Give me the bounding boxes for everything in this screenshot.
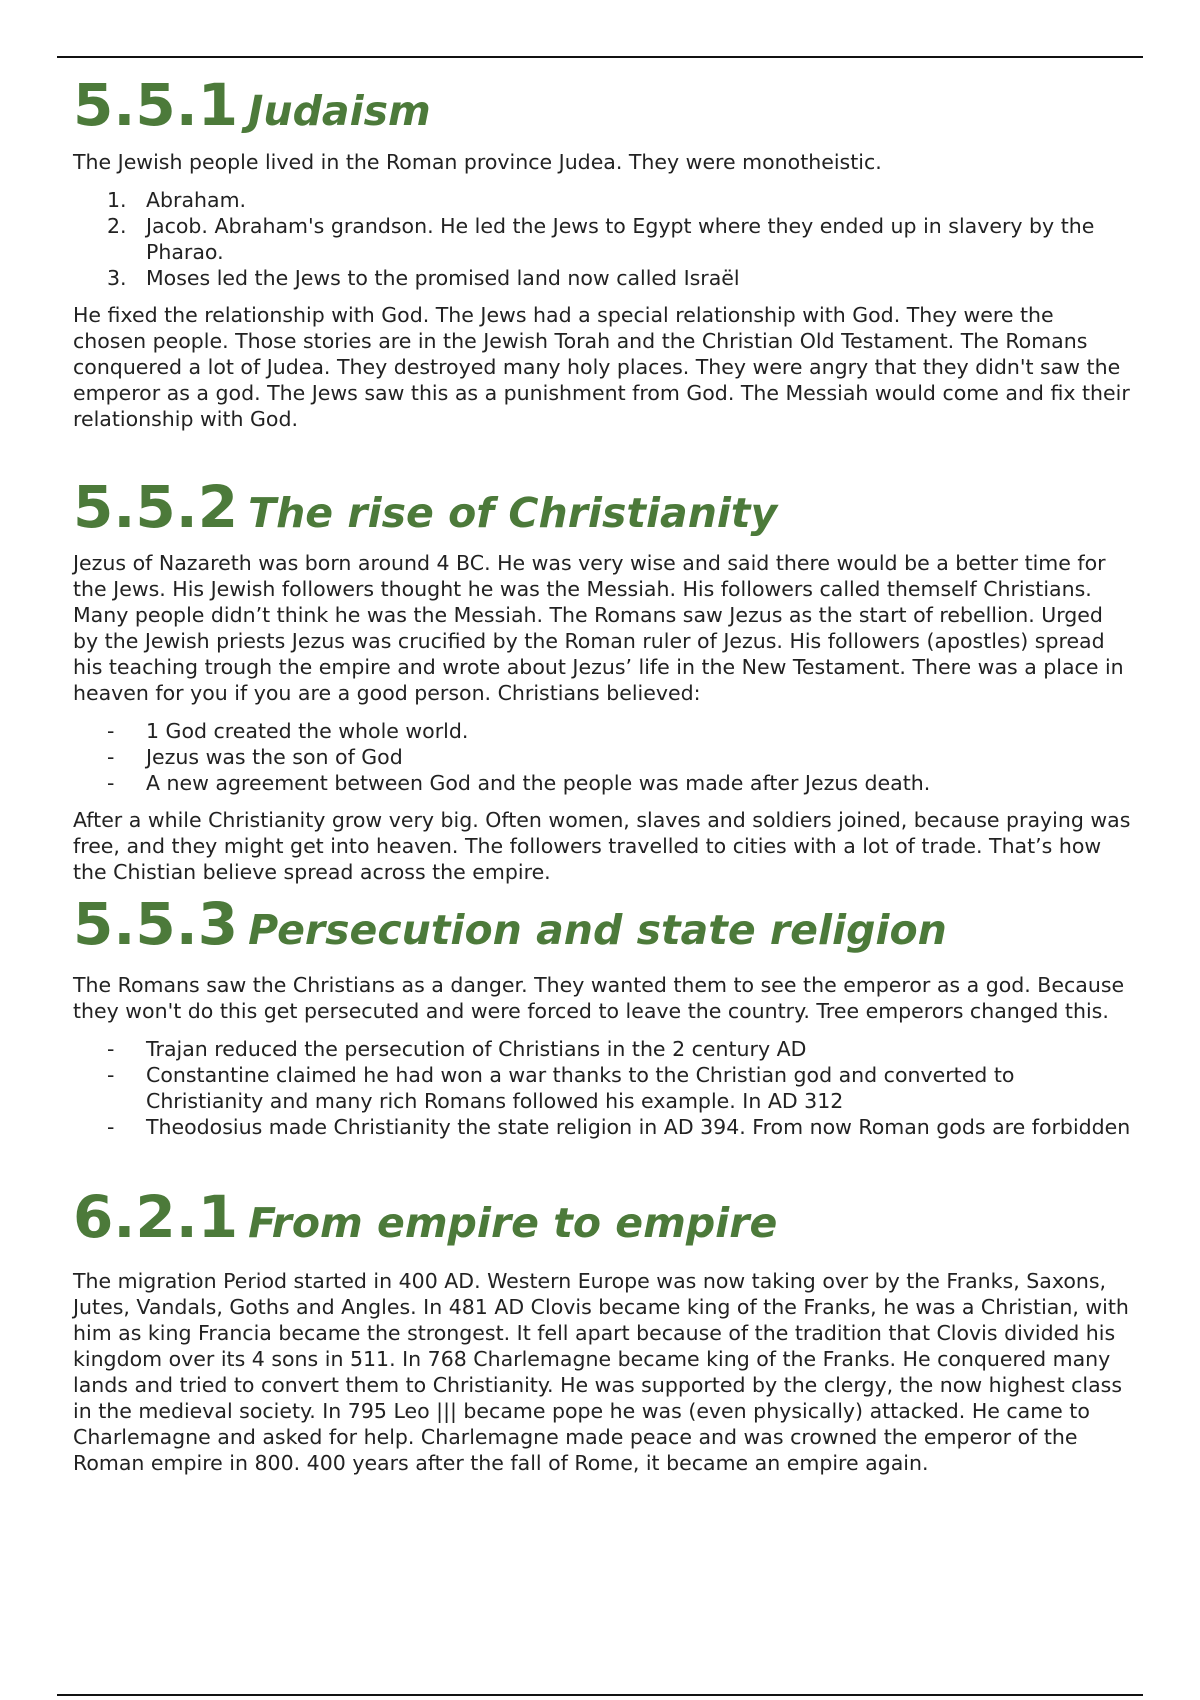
section-number: 5.5.3 (73, 889, 239, 958)
paragraph: He fixed the relationship with God. The Jews had a special relationship with God. They were the chosen people. Those stories are in the Jewish Torah and the Christian Old Testament. The Romans conquered a lot of Judea. They destroyed many holy places. They were angry that they didn't saw the emperor as a god. The Jews saw this as a punishment from God. The Messiah would come and fix their relationship with God. (73, 302, 1130, 431)
bullet-dash: - (107, 1037, 115, 1062)
bottom-rule (57, 1694, 1143, 1696)
numbered-list (73, 187, 1133, 291)
section-heading-empire-to-empire (73, 1183, 1133, 1252)
section-title: From empire to empire (248, 1199, 778, 1248)
section-heading-judaism (73, 71, 1133, 139)
list-item (73, 1036, 1133, 1062)
section-title: The rise of Christianity (248, 488, 778, 537)
top-rule (57, 56, 1143, 58)
list-item-text: Jezus was the son of God (146, 744, 403, 769)
list-number: 2. (107, 213, 127, 238)
list-item (73, 265, 1133, 291)
bullet-dash: - (107, 718, 115, 743)
bullet-dash: - (107, 1063, 115, 1088)
list-number: 1. (107, 187, 127, 212)
list-item (73, 770, 1133, 796)
bullet-dash: - (107, 744, 115, 769)
list-item-text: A new agreement between God and the people was made after Jezus death. (146, 770, 931, 795)
list-item-text: Moses led the Jews to the promised land now called Israël (146, 265, 740, 290)
paragraph: The migration Period started in 400 AD. Western Europe was now taking over by the Franks, Saxons, Jutes, Vandals, Goths and Angles. In 481 AD Clovis became king of the Franks, he was a Christian, with him as king Francia became the strongest. It fell apart because of the tradition that Clovis divided his kingdom over its 4 sons in 511. In 768 Charlemagne became king of the Franks. He conquered many lands and tried to convert them to Christianity. He was supported by the clergy, the now highest class in the medieval society. In 795 Leo ||| became pope he was (even physically) attacked. He came to Charlemagne and asked for help. Charlemagne made peace and was crowned the emperor of the Roman empire in 800. 400 years after the fall of Rome, it became an empire again. (73, 1269, 1129, 1476)
list-item (73, 1114, 1133, 1140)
section-number: 6.2.1 (73, 1183, 239, 1252)
bullet-list (73, 1036, 1133, 1140)
bullet-dash: - (107, 770, 115, 795)
list-item (73, 744, 1133, 770)
list-item-text: Constantine claimed he had won a war thanks to the Christian god and converted to Christianity and many rich Romans followed his example. In AD 312 (146, 1063, 1015, 1114)
list-item (73, 187, 1133, 213)
paragraph: After a while Christianity grow very big. Often women, slaves and soldiers joined, because praying was free, and they might get into heaven. The followers travelled to cities with a lot of trade. That’s how the Chistian believe spread across the empire. (73, 807, 1131, 884)
paragraph: Jezus of Nazareth was born around 4 BC. He was very wise and said there would be a better time for the Jews. His Jewish followers thought he was the Messiah. His followers called themself Christians. Many people didn’t think he was the Messiah. The Romans saw Jezus as the start of rebellion. Urged by the Jewish priests Jezus was crucified by the Roman ruler of Jezus. His followers (apostles) spread his teaching trough the empire and wrote about Jezus’ life in the New Testament. There was a place in heaven for you if you are a good person. Christians believed: (73, 550, 1124, 705)
section-heading-rise-of-christianity (73, 472, 1133, 541)
section-number: 5.5.2 (73, 472, 239, 541)
document-body (73, 71, 1133, 1476)
section-number: 5.5.1 (73, 71, 239, 139)
section-heading-persecution (73, 889, 1133, 958)
list-item-text: Abraham. (146, 187, 247, 212)
list-item (73, 718, 1133, 744)
list-item-text: 1 God created the whole world. (146, 718, 469, 743)
list-item-text: Jacob. Abraham's grandson. He led the Jews to Egypt where they ended up in slavery by the Pharao. (146, 213, 1095, 264)
bullet-dash: - (107, 1115, 115, 1140)
list-number: 3. (107, 265, 127, 290)
bullet-list (73, 718, 1133, 796)
section-title: Persecution and state religion (248, 905, 947, 954)
list-item (73, 1062, 1133, 1114)
paragraph: The Jewish people lived in the Roman province Judea. They were monotheistic. (73, 149, 882, 174)
list-item-text: Theodosius made Christianity the state religion in AD 394. From now Roman gods are forbidden (146, 1115, 1131, 1140)
paragraph: The Romans saw the Christians as a danger. They wanted them to see the emperor as a god. Because they won't do this get persecuted and were forced to leave the country. Tree emperors changed this. (73, 973, 1125, 1024)
list-item-text: Trajan reduced the persecution of Christians in the 2 century AD (146, 1037, 807, 1062)
section-title: Judaism (248, 87, 431, 135)
list-item (73, 213, 1133, 265)
